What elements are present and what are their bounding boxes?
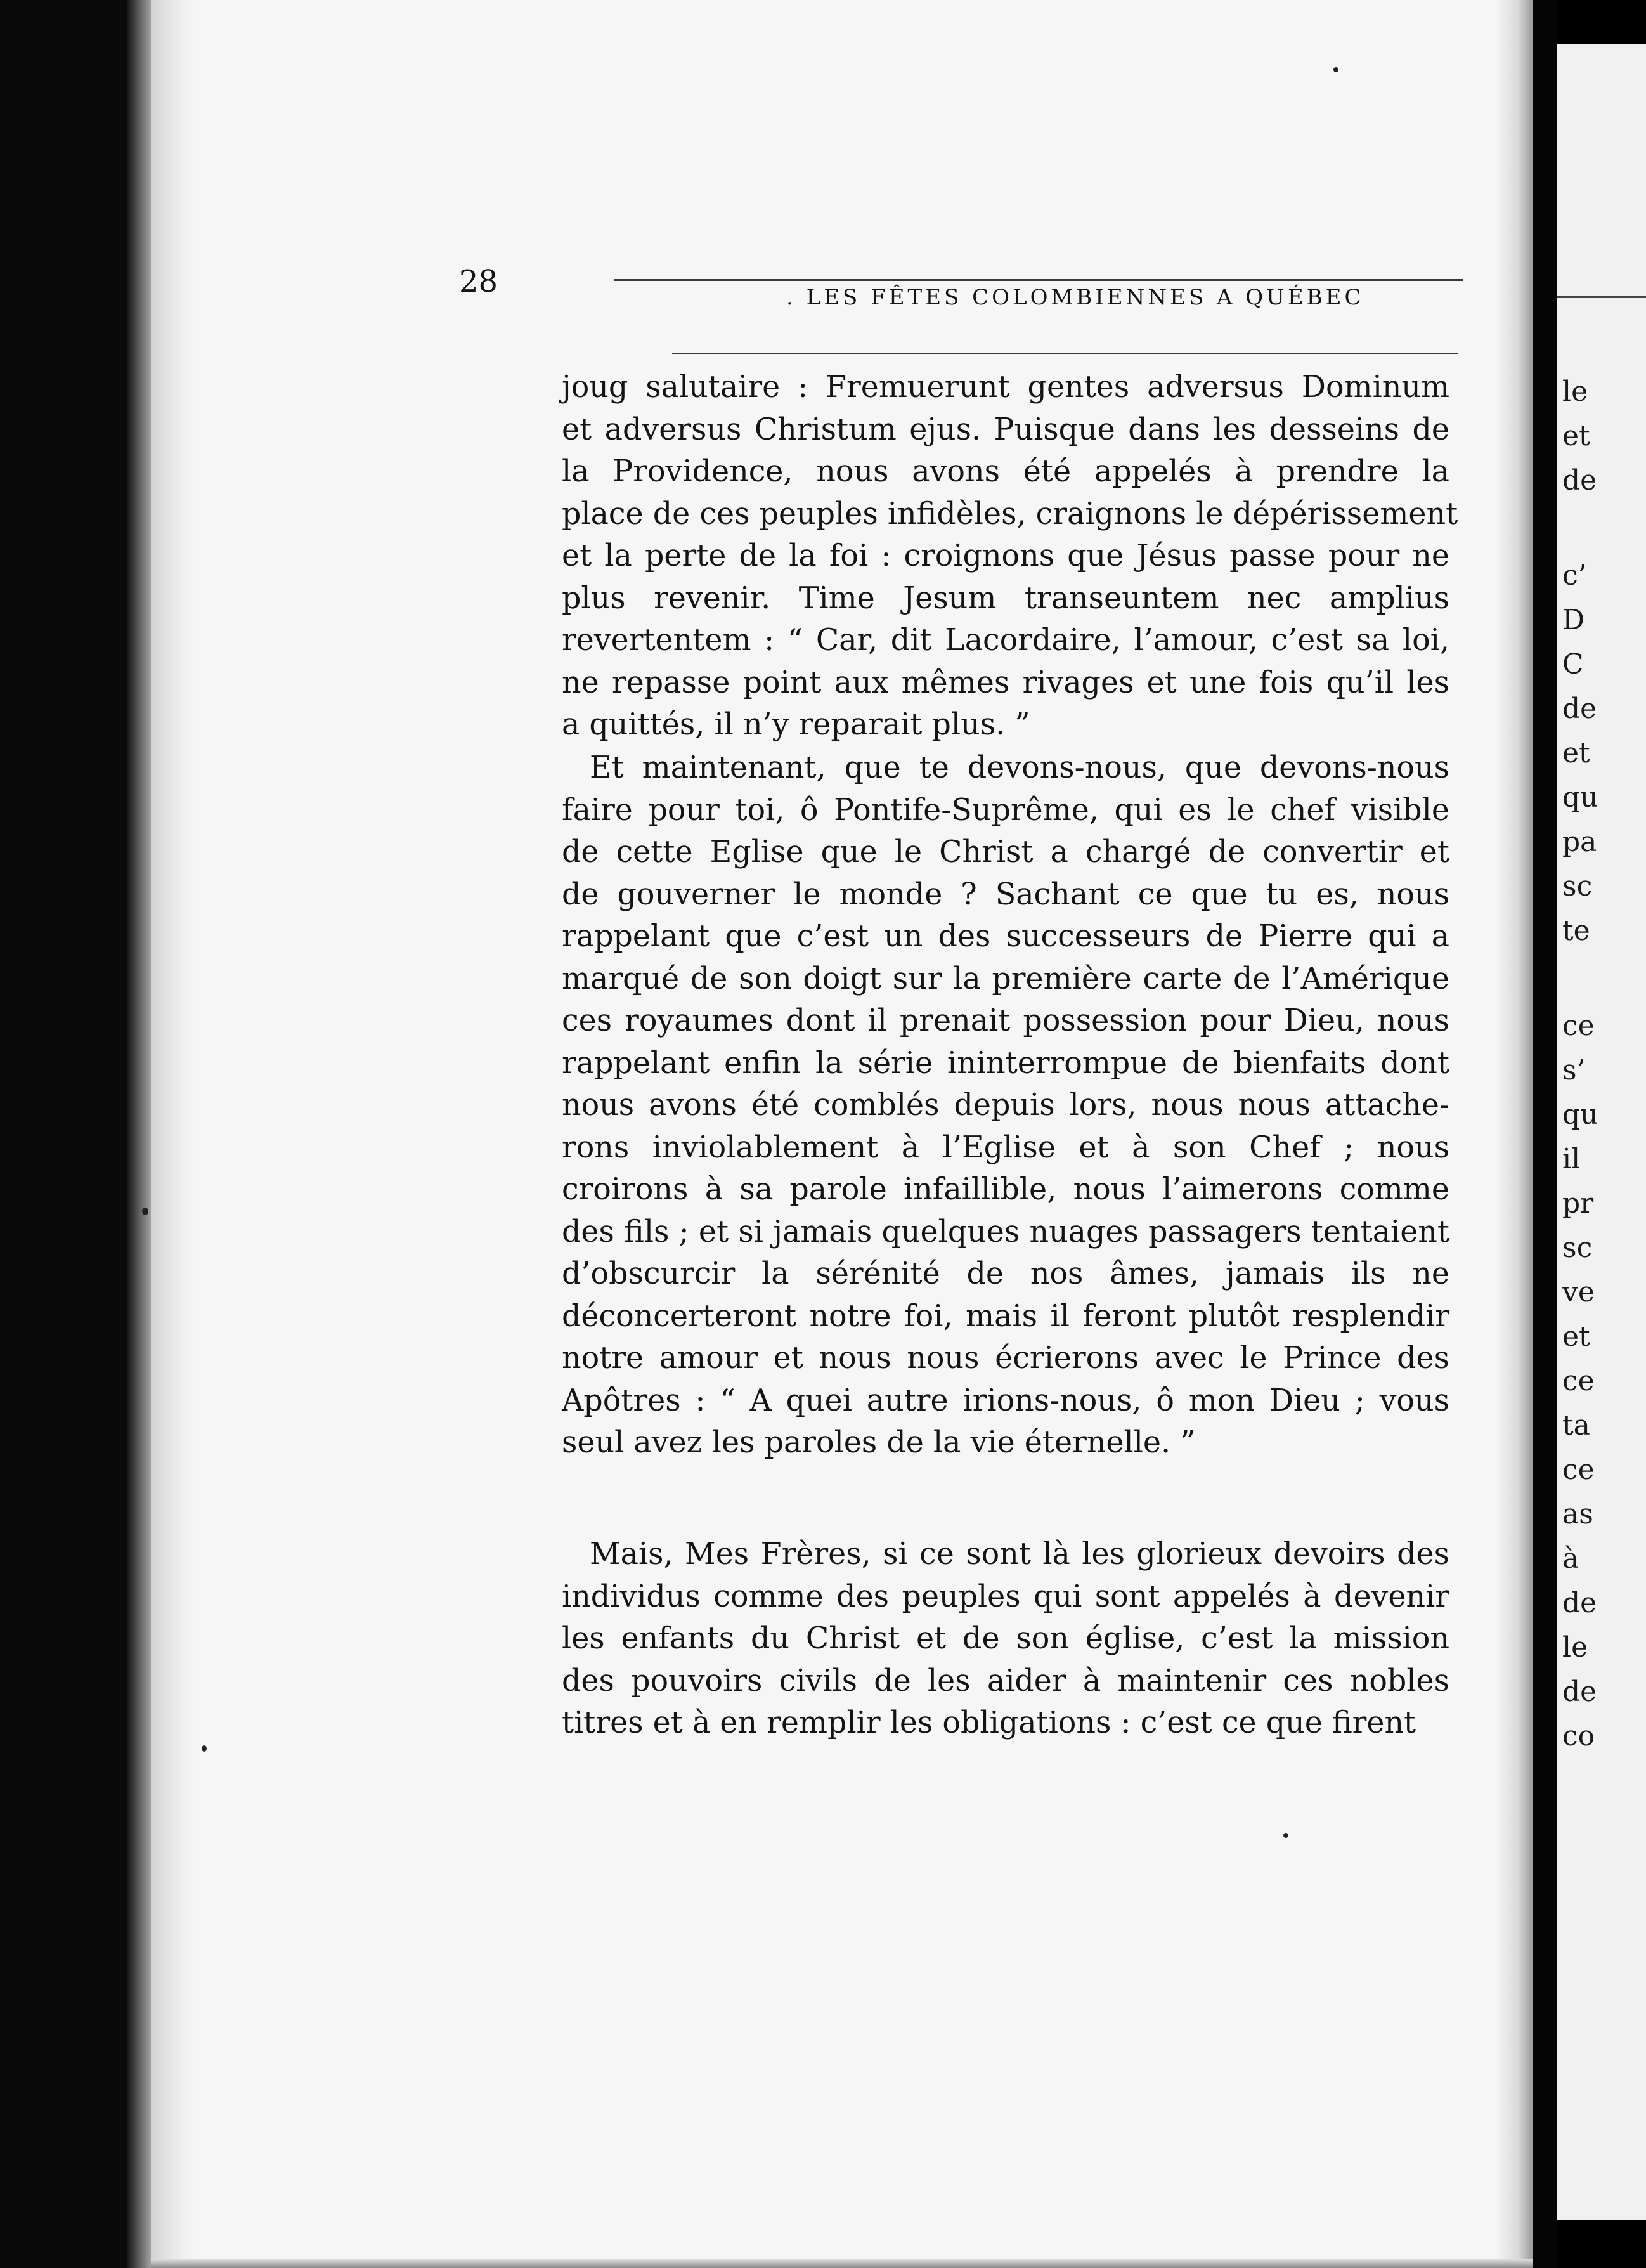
running-head: . LES FÊTES COLOMBIENNES A QUÉBEC — [786, 285, 1364, 310]
adjacent-page-fragment: ce — [1562, 1365, 1595, 1397]
adjacent-page-fragment: le — [1562, 1631, 1588, 1664]
text-line: revertentem : “ Car, dit Lacordaire, l’amour, c’est sa loi, — [562, 623, 1449, 658]
text-line: des fils ; et si jamais quelques nuages passagers tentaient — [562, 1214, 1449, 1249]
text-line: seul avez les paroles de la vie éternelle. ” — [562, 1425, 1196, 1460]
text-line: déconcerteront notre foi, mais il feront plutôt resplendir — [562, 1298, 1449, 1334]
adjacent-page-fragment: as — [1562, 1498, 1593, 1530]
text-line: titres et à en remplir les obligations : c’est ce que firent — [562, 1705, 1416, 1740]
text-line: Et maintenant, que te devons-nous, que devons-nous — [590, 750, 1449, 785]
adjacent-page-fragment: co — [1562, 1720, 1595, 1752]
text-line: et la perte de la foi : croignons que Jésus passe pour ne — [562, 538, 1449, 573]
text-line: a quittés, il n’y reparait plus. ” — [562, 707, 1030, 742]
adjacent-page-fragment: ve — [1562, 1276, 1595, 1308]
text-line: place de ces peuples infidèles, craignons le dépérissement — [562, 496, 1458, 531]
adjacent-page-fragment: et — [1562, 420, 1590, 452]
adjacent-page-fragment: de — [1562, 693, 1597, 725]
adjacent-page-fragment: de — [1562, 1676, 1597, 1708]
adjacent-page — [1557, 44, 1646, 2220]
text-line: individus comme des peuples qui sont appelés à devenir — [562, 1579, 1449, 1614]
adjacent-page-fragment: il — [1562, 1143, 1581, 1175]
adjacent-page-fragment: de — [1562, 464, 1597, 497]
text-line: plus revenir. Time Jesum transeuntem nec amplius — [562, 580, 1449, 616]
adjacent-page-fragment: à — [1562, 1542, 1579, 1575]
text-line: nous avons été comblés depuis lors, nous nous attache- — [562, 1088, 1449, 1123]
adjacent-page-fragment: ce — [1562, 1454, 1595, 1486]
text-line: les enfants du Christ et de son église, c’est la mission — [562, 1621, 1449, 1656]
text-line: joug salutaire : Fremuerunt gentes adversus Dominum — [562, 370, 1449, 405]
adjacent-page-fragment: D — [1562, 604, 1585, 636]
text-line: croirons à sa parole infaillible, nous l’aimerons comme — [562, 1172, 1449, 1207]
adjacent-page-fragment: C — [1562, 648, 1584, 681]
page-gutter-shadow — [151, 0, 195, 2268]
text-line: ne repasse point aux mêmes rivages et une fois qu’il les — [562, 665, 1449, 700]
adjacent-page-fragment: qu — [1562, 1098, 1598, 1131]
scan-speck — [142, 1208, 148, 1215]
text-line: rons inviolablement à l’Eglise et à son Chef ; nous — [562, 1130, 1449, 1165]
page-bottom-edge — [151, 2259, 1533, 2268]
text-line: la Providence, nous avons été appelés à prendre la — [562, 454, 1449, 489]
adjacent-page-fragment: et — [1562, 737, 1590, 769]
text-line: rappelant que c’est un des successeurs de Pierre qui a — [562, 919, 1449, 954]
scan-speck — [1283, 1833, 1288, 1838]
adjacent-page-fragment: te — [1562, 915, 1590, 947]
adjacent-page-fragment: pa — [1562, 826, 1597, 858]
text-line: des pouvoirs civils de les aider à maintenir ces nobles — [562, 1663, 1449, 1698]
scan-speck — [202, 1745, 207, 1752]
adjacent-page-header-rule — [1557, 296, 1646, 298]
page-fold-shadow — [1495, 0, 1533, 2268]
adjacent-page-fragment: ta — [1562, 1409, 1590, 1442]
text-line: de gouverner le monde ? Sachant ce que tu es, nous — [562, 877, 1449, 912]
scan-speck — [1333, 67, 1338, 72]
text-line: notre amour et nous nous écrierons avec le Prince des — [562, 1341, 1449, 1376]
adjacent-page-fragment: de — [1562, 1587, 1597, 1619]
text-line: Apôtres : “ A quei autre irions-nous, ô mon Dieu ; vous — [562, 1383, 1449, 1418]
adjacent-page-fragment: sc — [1562, 1232, 1593, 1264]
header-rule-top — [614, 279, 1463, 281]
adjacent-page-fragment: sc — [1562, 870, 1593, 903]
adjacent-page-fragment: pr — [1562, 1187, 1594, 1220]
page-number: 28 — [459, 264, 498, 299]
text-line: et adversus Christum ejus. Puisque dans les desseins de — [562, 412, 1449, 447]
adjacent-page-fragment: et — [1562, 1320, 1590, 1353]
text-line: marqué de son doigt sur la première carte de l’Amérique — [562, 961, 1449, 996]
text-line: rappelant enfin la série ininterrompue de bienfaits dont — [562, 1045, 1449, 1081]
text-line: Mais, Mes Frères, si ce sont là les glorieux devoirs des — [590, 1537, 1449, 1572]
text-line: de cette Eglise que le Christ a chargé de convertir et — [562, 835, 1449, 870]
adjacent-page-fragment: c’ — [1562, 559, 1587, 592]
adjacent-page-fragment: ce — [1562, 1010, 1595, 1042]
page-gutter — [1533, 0, 1557, 2268]
adjacent-page-fragment: le — [1562, 375, 1588, 408]
text-line: faire pour toi, ô Pontife-Suprême, qui es le chef visible — [562, 792, 1449, 828]
adjacent-page-fragment: s’ — [1562, 1054, 1586, 1086]
header-rule-bottom — [672, 353, 1458, 354]
text-line: d’obscurcir la sérénité de nos âmes, jamais ils ne — [562, 1256, 1449, 1291]
text-line: ces royaumes dont il prenait possession pour Dieu, nous — [562, 1003, 1449, 1038]
adjacent-page-fragment: qu — [1562, 781, 1598, 814]
